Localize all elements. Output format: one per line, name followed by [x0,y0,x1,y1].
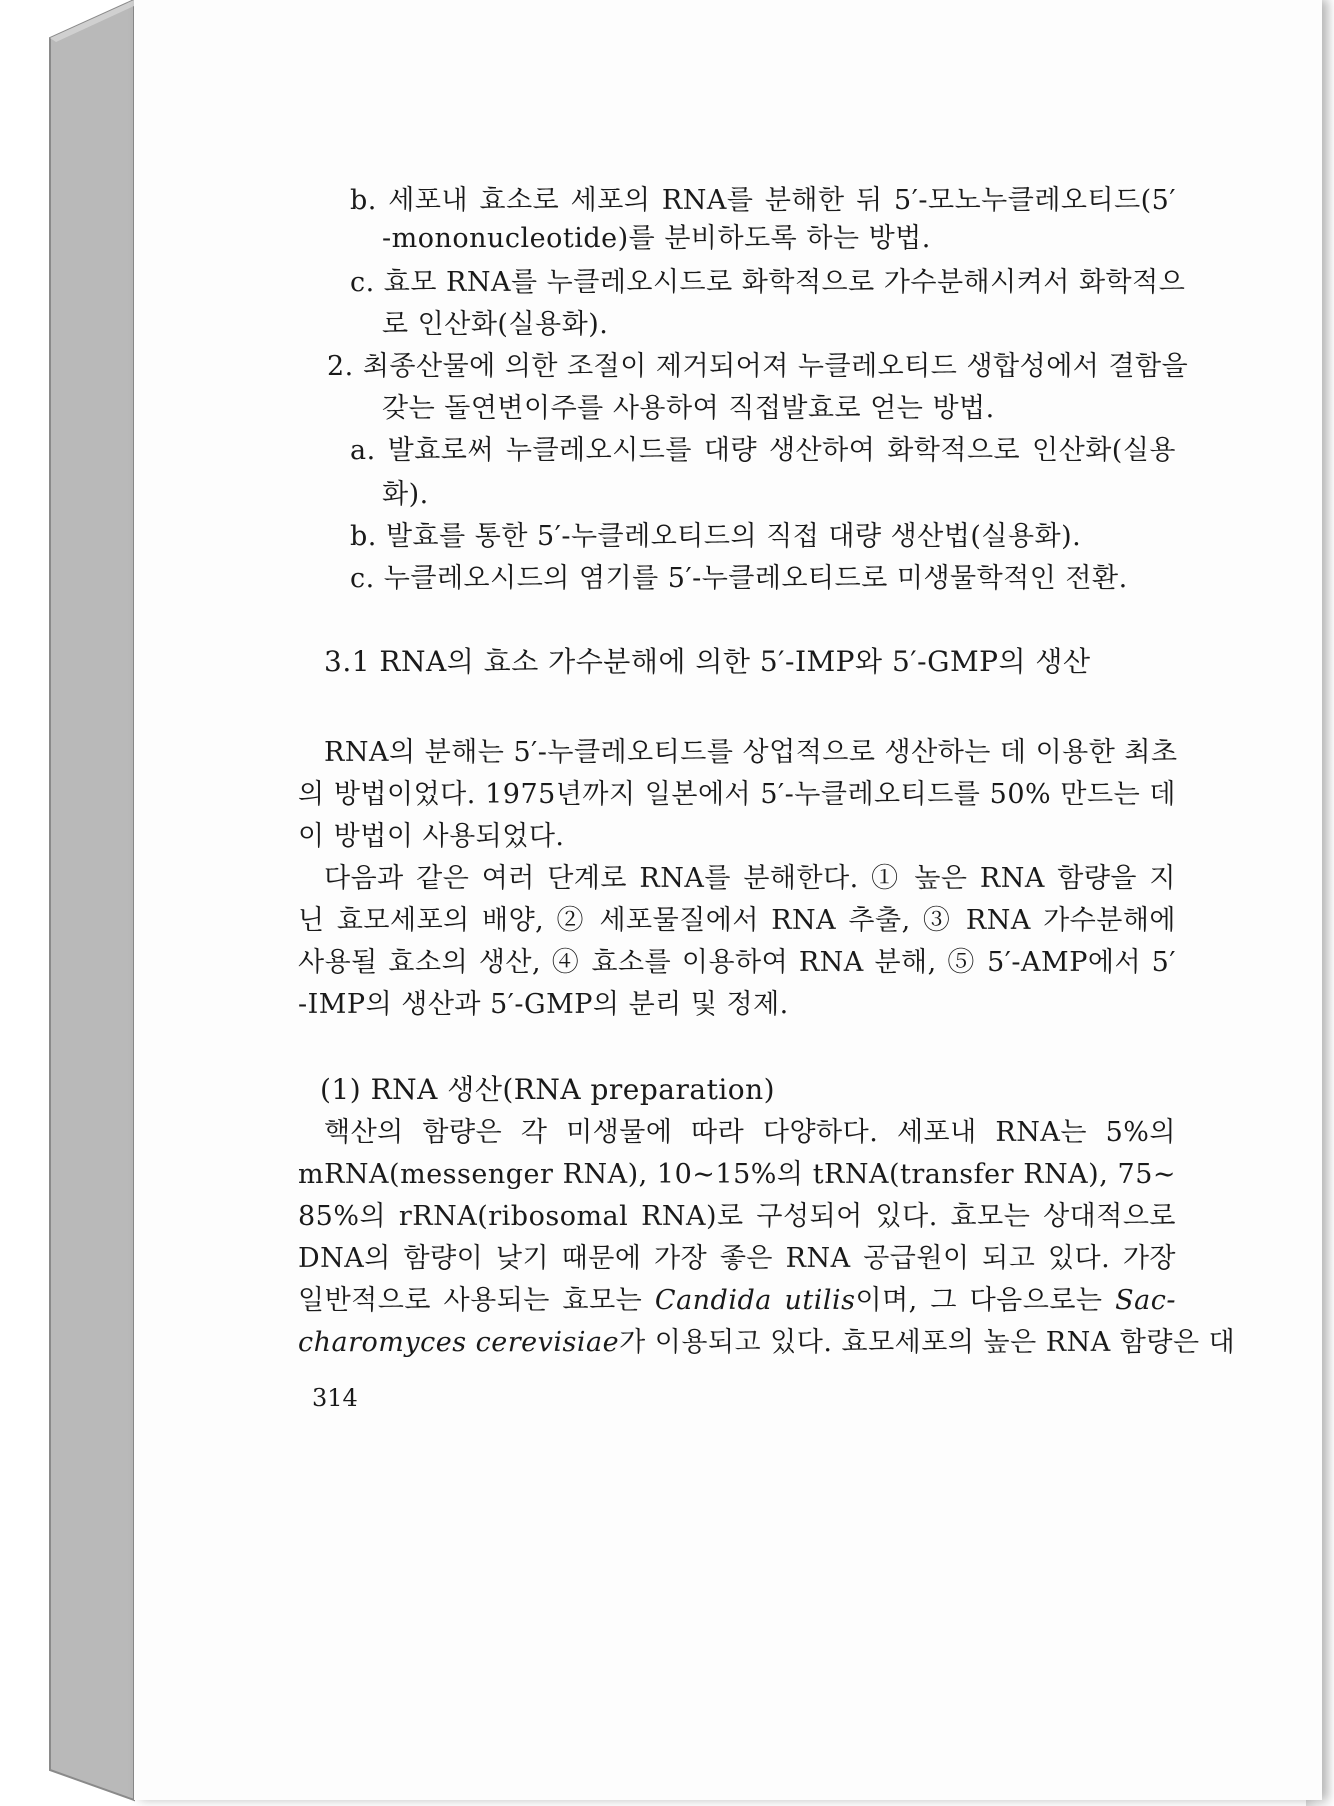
text-line: c. 효모 RNA를 누클레오시드로 화학적으로 가수분해시켜서 화학적으 [350,267,1186,298]
text-line: 85%의 rRNA(ribosomal RNA)로 구성되어 있다. 효모는 상대적으로 [298,1201,1176,1232]
text-line: 2. 최종산물에 의한 조절이 제거되어져 누클레오티드 생합성에서 결함을 [327,351,1189,382]
book-spine [0,0,140,1806]
text-line: a. 발효로써 누클레오시드를 대량 생산하여 화학적으로 인산화(실용 [350,435,1176,466]
text-line: 핵산의 함량은 각 미생물에 따라 다양하다. 세포내 RNA는 5%의 [324,1117,1176,1148]
species-name: Sac- [1115,1285,1176,1316]
section-heading: 3.1 RNA의 효소 가수분해에 의한 5′-IMP와 5′-GMP의 생산 [324,645,1091,678]
text-line: mRNA(messenger RNA), 10∼15%의 tRNA(transfer RNA), 75∼ [298,1159,1176,1190]
text-line: -mononucleotide)를 분비하도록 하는 방법. [382,223,931,254]
text-line: 로 인산화(실용화). [382,309,609,340]
text-line: DNA의 함량이 낮기 때문에 가장 좋은 RNA 공급원이 되고 있다. 가장 [298,1243,1176,1274]
species-name: Candida utilis [654,1285,856,1316]
text-line: 다음과 같은 여러 단계로 RNA를 분해한다. ① 높은 RNA 함량을 지 [324,863,1176,894]
text-line: 이 방법이 사용되었다. [298,821,565,852]
text-line: -IMP의 생산과 5′-GMP의 분리 및 정제. [298,989,789,1020]
text-line: 닌 효모세포의 배양, ② 세포물질에서 RNA 추출, ③ RNA 가수분해에 [298,905,1176,936]
text-run: 가 이용되고 있다. 효모세포의 높은 RNA 함량은 대 [619,1327,1236,1358]
document-page [134,0,1322,1800]
text-line: 사용될 효소의 생산, ④ 효소를 이용하여 RNA 분해, ⑤ 5′-AMP에서 5′ [298,947,1176,978]
text-line: b. 발효를 통한 5′-누클레오티드의 직접 대량 생산법(실용화). [350,521,1082,552]
text-run: 이며, 그 다음으로는 [855,1285,1116,1316]
text-line: 의 방법이었다. 1975년까지 일본에서 5′-누클레오티드를 50% 만드는 데 [298,779,1176,810]
subsection-heading: (1) RNA 생산(RNA preparation) [320,1073,776,1106]
text-line: b. 세포내 효소로 세포의 RNA를 분해한 뒤 5′-모노누클레오티드(5′ [350,185,1176,216]
text-line: RNA의 분해는 5′-누클레오티드를 상업적으로 생산하는 데 이용한 최초 [324,737,1178,768]
page-number: 314 [312,1384,358,1412]
text-line: 화). [382,479,429,510]
text-line [298,1278,1176,1317]
text-run: 일반적으로 사용되는 효모는 [298,1285,655,1316]
text-line: 갖는 돌연변이주를 사용하여 직접발효로 얻는 방법. [382,393,995,424]
text-line: c. 누클레오시드의 염기를 5′-누클레오티드로 미생물학적인 전환. [350,563,1128,594]
text-line [298,1320,1236,1359]
species-name: charomyces cerevisiae [298,1327,620,1358]
